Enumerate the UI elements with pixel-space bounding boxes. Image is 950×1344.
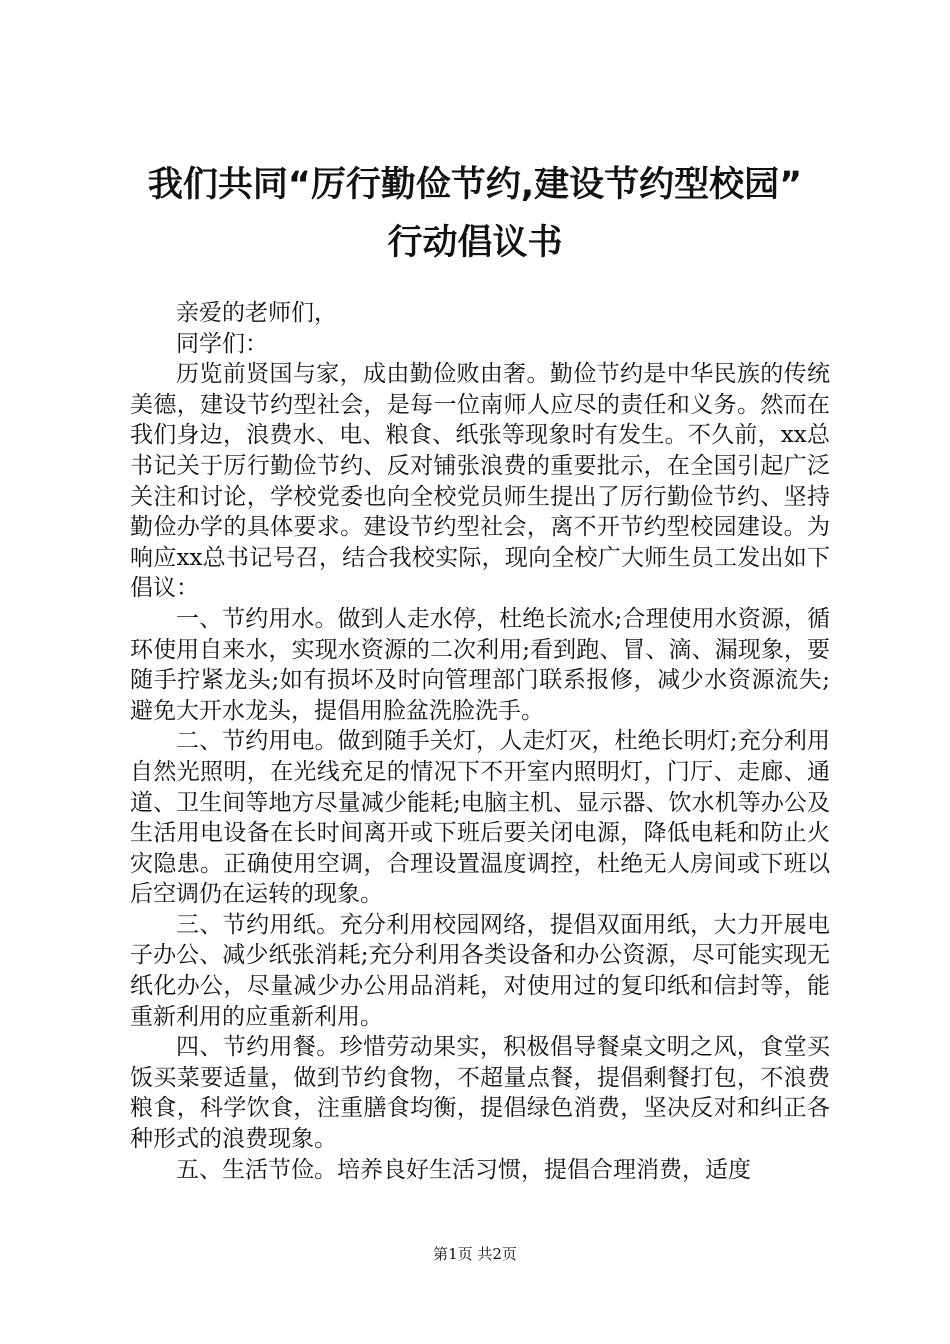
- document-body: [130, 298, 830, 1185]
- paragraph-save-water: 一、节约用水。做到人走水停，杜绝长流水;合理使用水资源，循环使用自来水，实现水资源的二次利用;看到跑、冒、滴、漏现象，要随手拧紧龙头;如有损坏及时向管理部门联系报修，减少水资源流失;避免大开水龙头，提倡用脸盆洗脸洗手。: [130, 605, 830, 724]
- greeting-students: 同学们：: [176, 330, 268, 357]
- paragraph-save-food: 四、节约用餐。珍惜劳动果实，积极倡导餐桌文明之风，食堂买饭买菜要适量，做到节约食物，不超量点餐，提倡剩餐打包，不浪费粮食，科学饮食，注重膳食均衡，提倡绿色消费，坚决反对和纠正各种形式的浪费现象。: [130, 1034, 830, 1153]
- paragraph-save-paper: 三、节约用纸。充分利用校园网络，提倡双面用纸，大力开展电子办公、减少纸张消耗;充分利用各类设备和办公资源，尽可能实现无纸化办公，尽量减少办公用品消耗，对使用过的复印纸和信封等，能重新利用的应重新利用。: [130, 911, 830, 1030]
- page-number-footer: 第1页 共2页: [433, 1245, 517, 1263]
- paragraph-frugal-living: 五、生活节俭。培养良好生活习惯，提倡合理消费，适度: [176, 1156, 751, 1183]
- document-title-line-2: 行动倡议书: [387, 223, 563, 263]
- document-title-line-1: 我们共同“厉行勤俭节约,建设节约型校园”: [147, 165, 803, 205]
- paragraph-intro: 历览前贤国与家，成由勤俭败由奢。勤俭节约是中华民族的传统美德，建设节约型社会，是每一位南师人应尽的责任和义务。然而在我们身边，浪费水、电、粮食、纸张等现象时有发生。不久前，xx总书记关于厉行勤俭节约、反对铺张浪费的重要批示，在全国引起广泛关注和讨论，学校党委也向全校党员师生提出了厉行勤俭节约、坚持勤俭办学的具体要求。建设节约型社会，离不开节约型校园建设。为响应xx总书记号召，结合我校实际，现向全校广大师生员工发出如下倡议：: [130, 361, 830, 602]
- paragraph-save-electricity: 二、节约用电。做到随手关灯，人走灯灭，杜绝长明灯;充分利用自然光照明，在光线充足的情况下不开室内照明灯，门厅、走廊、通道、卫生间等地方尽量减少能耗;电脑主机、显示器、饮水机等办公及生活用电设备在长时间离开或下班后要关闭电源，降低电耗和防止火灾隐患。正确使用空调，合理设置温度调控，杜绝无人房间或下班以后空调仍在运转的现象。: [130, 728, 830, 908]
- greeting-teachers: 亲爱的老师们，: [176, 300, 337, 326]
